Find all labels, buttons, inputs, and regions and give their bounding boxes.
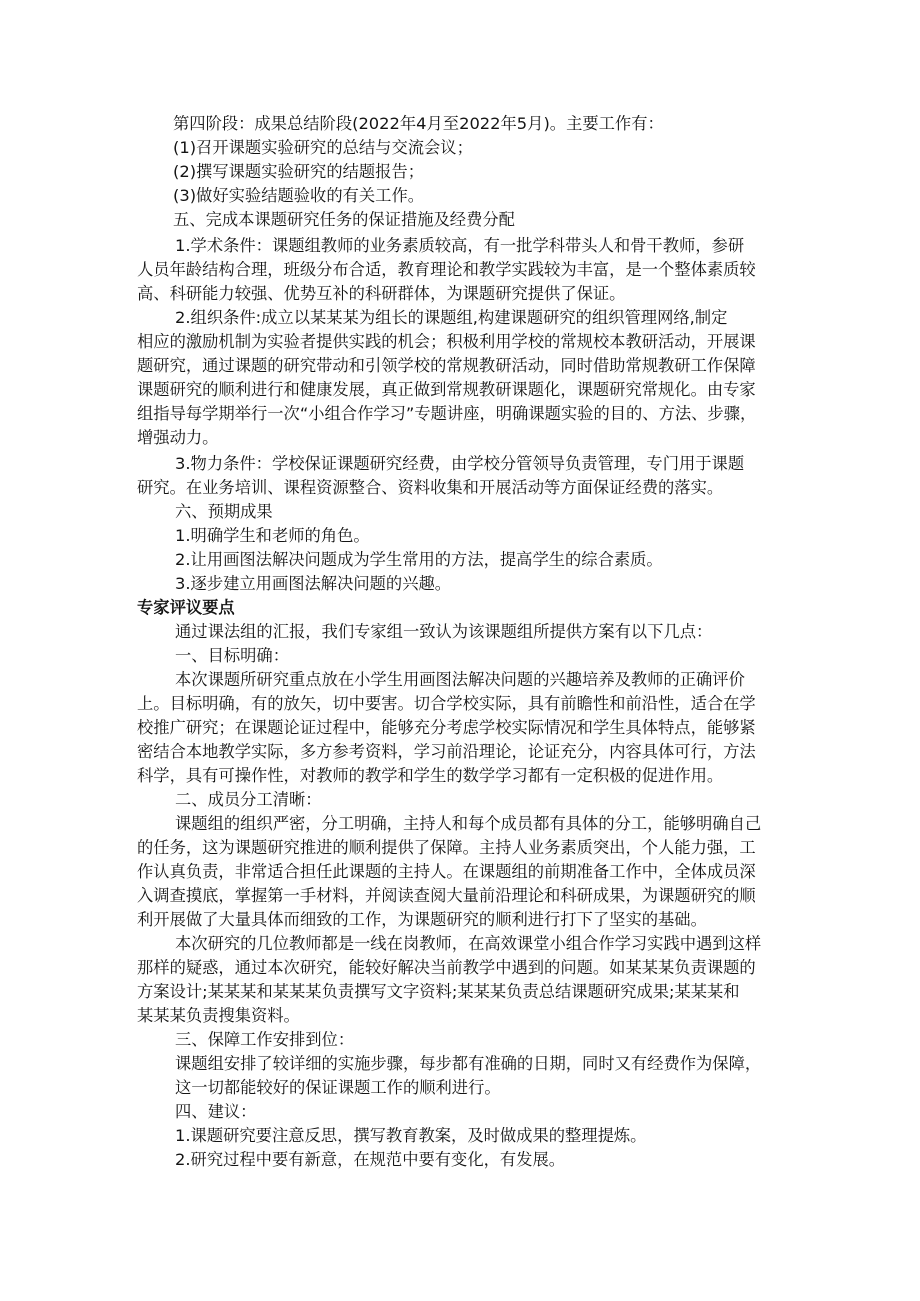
list-item: 2.研究过程中要有新意，在规范中要有变化，有发展。 bbox=[175, 1150, 566, 1169]
paragraph-line: 这一切都能较好的保证课题工作的顺利进行。 bbox=[175, 1078, 501, 1097]
subheading-members: 二、成员分工清晰： bbox=[175, 790, 322, 809]
list-item: (1)召开课题实验研究的总结与交流会议； bbox=[173, 138, 473, 157]
paragraph-line: 增强动力。 bbox=[137, 428, 219, 447]
paragraph-line: 研究。在业务培训、课程资源整合、资料收集和开展活动等方面保证经费的落实。 bbox=[137, 478, 724, 497]
list-item: 3.逐步建立用画图法解决问题的兴趣。 bbox=[175, 574, 452, 593]
paragraph-line: 课题组的组织严密，分工明确，主持人和每个成员都有具体的分工，能够明确自己 bbox=[175, 814, 762, 833]
expert-review-heading: 专家评议要点 bbox=[137, 598, 235, 617]
paragraph-line: 1.学术条件：课题组教师的业务素质较高，有一批学科带头人和骨干教师，参研 bbox=[175, 236, 745, 255]
paragraph-line: 本次研究的几位教师都是一线在岗教师，在高效课堂小组合作学习实践中遇到这样 bbox=[175, 934, 762, 953]
paragraph-line: 高、科研能力较强、优势互补的科研群体，为课题研究提供了保证。 bbox=[137, 284, 626, 303]
subheading-guarantee: 三、保障工作安排到位： bbox=[175, 1030, 355, 1049]
paragraph-line: 本次课题所研究重点放在小学生用画图法解决问题的兴趣培养及教师的正确评价 bbox=[175, 670, 745, 689]
paragraph-line: 3.物力条件：学校保证课题研究经费，由学校分管领导负责管理，专门用于课题 bbox=[175, 454, 745, 473]
section-heading-six: 六、预期成果 bbox=[175, 502, 273, 521]
paragraph-line: 作认真负责，非常适合担任此课题的主持人。在课题组的前期准备工作中，全体成员深 bbox=[137, 862, 756, 881]
paragraph-line: 方案设计;某某某和某某某负责撰写文字资料;某某某负责总结课题研究成果;某某某和 bbox=[137, 982, 740, 1001]
paragraph-line: 组指导每学期举行一次“小组合作学习”专题讲座，明确课题实验的目的、方法、步骤， bbox=[137, 404, 757, 423]
paragraph-line: 通过课法组的汇报，我们专家组一致认为该课题组所提供方案有以下几点： bbox=[175, 622, 713, 641]
paragraph-line: 利开展做了大量具体而细致的工作，为课题研究的顺利进行打下了坚实的基础。 bbox=[137, 910, 707, 929]
paragraph-line: 某某某负责搜集资料。 bbox=[137, 1006, 300, 1025]
list-item: (3)做好实验结题验收的有关工作。 bbox=[173, 186, 425, 205]
stage-four-line: 第四阶段：成果总结阶段(2022年4月至2022年5月)。主要工作有： bbox=[173, 114, 664, 133]
paragraph-line: 相应的激励机制为实验者提供实践的机会；积极利用学校的常规校本教研活动，开展课 bbox=[137, 332, 756, 351]
subheading-goal: 一、目标明确： bbox=[175, 646, 289, 665]
paragraph-line: 2.组织条件:成立以某某某为组长的课题组,构建课题研究的组织管理网络,制定 bbox=[175, 308, 728, 327]
list-item: 2.让用画图法解决问题成为学生常用的方法，提高学生的综合素质。 bbox=[175, 550, 663, 569]
list-item: 1.明确学生和老师的角色。 bbox=[175, 526, 370, 545]
paragraph-line: 的任务，这为课题研究推进的顺利提供了保障。主持人业务素质突出，个人能力强，工 bbox=[137, 838, 756, 857]
paragraph-line: 那样的疑惑，通过本次研究，能较好解决当前教学中遇到的问题。如某某某负责课题的 bbox=[137, 958, 756, 977]
paragraph-line: 入调查摸底，掌握第一手材料，并阅读查阅大量前沿理论和科研成果，为课题研究的顺 bbox=[137, 886, 756, 905]
paragraph-line: 科学，具有可操作性，对教师的教学和学生的数学学习都有一定积极的促进作用。 bbox=[137, 766, 724, 785]
paragraph-line: 题研究，通过课题的研究带动和引领学校的常规教研活动，同时借助常规教研工作保障 bbox=[137, 356, 756, 375]
paragraph-line: 课题组安排了较详细的实施步骤，每步都有准确的日期，同时又有经费作为保障， bbox=[175, 1054, 762, 1073]
paragraph-line: 密结合本地教学实际，多方参考资料，学习前沿理论，论证充分，内容具体可行，方法 bbox=[137, 742, 756, 761]
list-item: 1.课题研究要注意反思，撰写教育教案，及时做成果的整理提炼。 bbox=[175, 1126, 647, 1145]
paragraph-line: 人员年龄结构合理，班级分布合适，教育理论和教学实践较为丰富，是一个整体素质较 bbox=[137, 260, 756, 279]
section-heading-five: 五、完成本课题研究任务的保证措施及经费分配 bbox=[173, 210, 515, 229]
list-item: (2)撰写课题实验研究的结题报告； bbox=[173, 162, 425, 181]
subheading-suggestions: 四、建议： bbox=[175, 1102, 257, 1121]
paragraph-line: 校推广研究；在课题论证过程中，能够充分考虑学校实际情况和学生具体特点，能够紧 bbox=[137, 718, 756, 737]
paragraph-line: 课题研究的顺利进行和健康发展，真正做到常规教研课题化，课题研究常规化。由专家 bbox=[137, 380, 756, 399]
paragraph-line: 上。目标明确，有的放矢，切中要害。切合学校实际，具有前瞻性和前沿性，适合在学 bbox=[137, 694, 756, 713]
